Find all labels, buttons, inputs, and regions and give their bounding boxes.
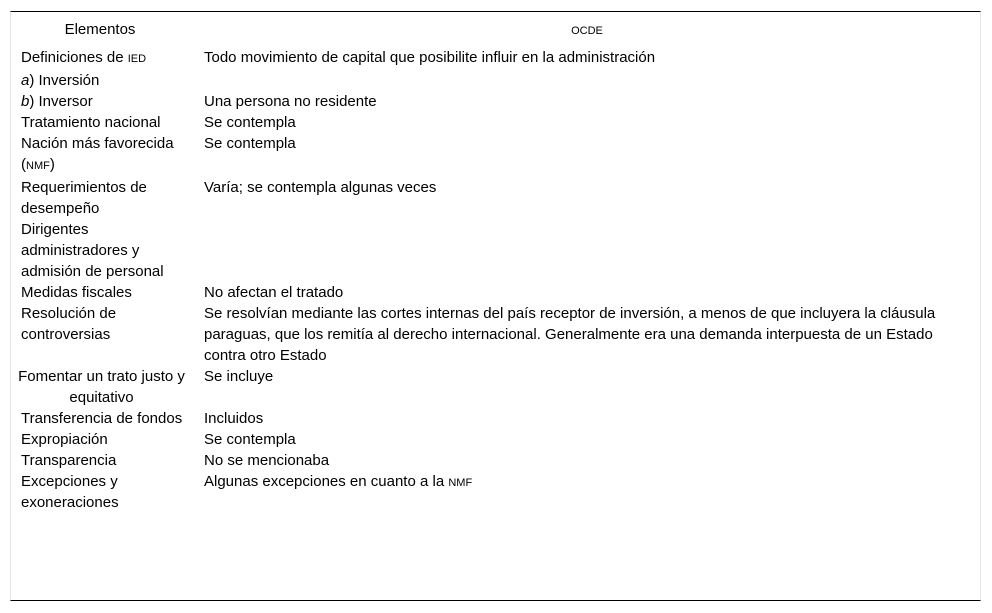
table-row <box>10 177 981 219</box>
row-value <box>193 70 981 91</box>
table-header-row <box>10 12 981 47</box>
row-label-trato-justo: Fomentar un trato justo y equitativo <box>18 368 185 406</box>
row-value: Se contempla <box>204 114 296 131</box>
table-row <box>10 91 981 112</box>
header-ocde: OCDE <box>571 25 603 37</box>
abbr-nmf: NMF <box>448 477 473 489</box>
row-value: Una persona no residente <box>204 93 377 110</box>
table-row <box>10 219 981 282</box>
table-row <box>10 282 981 303</box>
table-row <box>10 471 981 513</box>
table-row <box>10 303 981 366</box>
row-value: Todo movimiento de capital que posibilite influir en la administración <box>204 49 656 66</box>
row-value: Incluidos <box>204 410 264 427</box>
comparison-table <box>10 12 981 513</box>
table-row <box>10 450 981 471</box>
row-label-inversion: a) Inversión <box>21 72 100 89</box>
row-label-nacion-mas-favorecida: Nación más favorecida (NMF) <box>21 135 174 173</box>
row-label-medidas-fiscales: Medidas fiscales <box>21 284 132 301</box>
row-label-inversor: b) Inversor <box>21 93 93 110</box>
table-row <box>10 112 981 133</box>
row-value: Se incluye <box>204 368 274 385</box>
row-value: Varía; se contempla algunas veces <box>204 179 437 196</box>
row-label-definiciones: Definiciones de IED <box>21 49 147 66</box>
row-label-tratamiento-nacional: Tratamiento nacional <box>21 114 161 131</box>
row-label-transparencia: Transparencia <box>21 452 117 469</box>
row-value <box>193 219 981 282</box>
row-value: Se contempla <box>204 135 296 152</box>
row-label-transferencia: Transferencia de fondos <box>21 410 183 427</box>
table-row <box>10 133 981 177</box>
row-label-excepciones: Excepciones y exoneraciones <box>21 473 119 511</box>
row-value: Algunas excepciones en cuanto a la NMF <box>204 473 473 490</box>
row-value: No se mencionaba <box>204 452 330 469</box>
table-row <box>10 408 981 429</box>
row-label-resolucion: Resolución de controversias <box>21 305 117 343</box>
abbr-nmf: NMF <box>26 160 50 172</box>
row-value: Se resolvían mediante las cortes internas del país receptor de inversión, a menos de que incluyera la cláusula paraguas, que los remitía al derecho internacional. Generalmente era una demanda interpuesta de un Estado contra otro Estado <box>204 305 936 364</box>
row-value: No afectan el tratado <box>204 284 344 301</box>
abbr-ied: IED <box>127 53 147 65</box>
table-row <box>10 70 981 91</box>
table-row <box>10 47 981 70</box>
row-label-requerimientos: Requerimientos de desempeño <box>21 179 147 217</box>
header-elementos: Elementos <box>64 21 136 38</box>
row-value: Se contempla <box>204 431 296 448</box>
row-label-expropiacion: Expropiación <box>21 431 108 448</box>
table-row <box>10 429 981 450</box>
row-label-dirigentes: Dirigentes administradores y admisión de personal <box>21 221 164 280</box>
table-row <box>10 366 981 408</box>
